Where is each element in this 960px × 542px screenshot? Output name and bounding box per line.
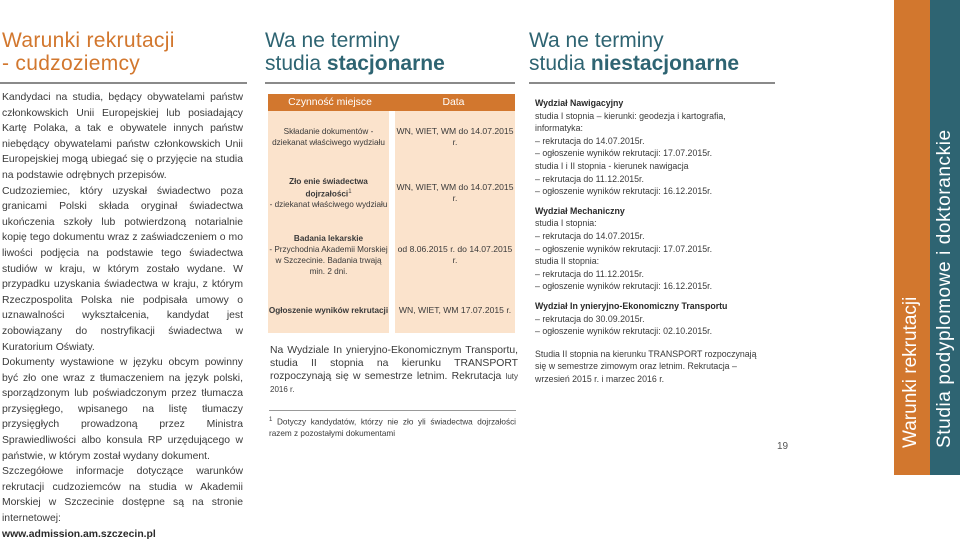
list-item: – ogłoszenie wyników rekrutacji: 17.07.2015r. <box>535 148 713 159</box>
list-item: – rekrutacja do 11.12.2015r. <box>535 173 644 184</box>
table-row <box>268 223 515 287</box>
table-cell-activity: Składanie dokumentów - dziekanat właściwego wydziału <box>268 111 392 163</box>
faculty-heading: Wydział In ynieryjno-Ekonomiczny Transportu <box>535 300 728 311</box>
admission-link[interactable]: www.admission.am.szczecin.pl <box>2 528 156 540</box>
column-title-line1: Warunki rekrutacji <box>2 29 175 52</box>
list-item: – rekrutacja do 11.12.2015r. <box>535 268 644 279</box>
table-header-activity: Czynność miejsce <box>268 94 392 111</box>
deadlines-table <box>268 94 515 333</box>
table-cell-date: od 8.06.2015 r. do 14.07.2015 r. <box>392 223 515 287</box>
foreigners-text <box>0 84 247 542</box>
table-cell-date: WN, WIET, WM do 14.07.2015 r. <box>392 111 515 163</box>
paragraph: Dokumenty wystawione w języku obcym powinny być zło one wraz z tłumaczeniem na język polski, sporządzonym lub poświadczonym przez tłumacza przysięgłego, wpisanego na listę tłumaczy przysięgłych prowadzoną przez Ministra Sprawiedliwości albo konsula RP urzędującego w państwie, w którym został wydany dokument. <box>2 357 243 462</box>
column-parttime <box>529 0 775 385</box>
list-item: – ogłoszenie wyników rekrutacji: 16.12.2015r. <box>535 186 713 197</box>
list-item: – rekrutacja do 14.07.2015r. <box>535 230 645 241</box>
column-header <box>529 0 775 84</box>
table-cell-date: WN, WIET, WM do 14.07.2015 r. <box>392 163 515 223</box>
column-title-line2: studia niestacjonarne <box>529 52 740 75</box>
table-row <box>268 111 515 163</box>
table-cell-activity: Ogłoszenie wyników rekrutacji <box>268 287 392 333</box>
list-item: – rekrutacja do 30.09.2015r. <box>535 313 645 324</box>
list-item: – ogłoszenie wyników rekrutacji: 16.12.2015r. <box>535 281 713 292</box>
table-row <box>268 287 515 333</box>
column-title-line2: studia stacjonarne <box>265 52 445 75</box>
transport-note: Na Wydziale In ynieryjno-Ekonomicznym Transportu, studia II stopnia na kierunku TRANSPORT rozpoczynają się w semestrze letnim. Rekrutacja luty 2016 r. <box>270 345 519 394</box>
side-band-label: Warunki rekrutacji <box>900 296 921 448</box>
page-number: 19 <box>777 441 789 452</box>
paragraph: Szczegółowe informacje dotyczące warunków rekrutacji cudzoziemców na studia w Akademii Morskiej w Szczecinie dostępne są na stronie internetowej: <box>2 466 243 525</box>
table-cell-date: WN, WIET, WM 17.07.2015 r. <box>392 287 515 333</box>
column-fulltime <box>265 0 519 439</box>
footnote: $^1$ Dotyczy kandydatów, którzy nie zło yli świadectwa dojrzałości razem z pozostałymi dokumentami <box>269 410 516 439</box>
list-item: studia II stopnia: <box>535 256 600 267</box>
list-item: studia I i II stopnia - kierunek nawigacja <box>535 160 689 171</box>
column-header <box>0 0 247 84</box>
column-header <box>265 0 515 84</box>
side-band-label: Studia podyplomowe i doktoranckie <box>934 129 955 448</box>
list-item: – rekrutacja do 14.07.2015r. <box>535 135 645 146</box>
faculty-heading: Wydział Mechaniczny <box>535 205 625 216</box>
column-title-line1: Wa ne terminy <box>529 29 664 52</box>
paragraph: Cudzoziemiec, który uzyskał świadectwo poza granicami Polski składa oryginał świadectwa ukończenia szkoły lub potwierdzoną notarialnie kopię tego dokumentu wraz z zaświadczeniem o mo liwości podjęcia na podstawie tego świadectwa studiów w kraju, w którym zostało wydane. W przypadku uzyskania świadectwa w kraju, z którym Rzeczpospolita Polska nie podpisała umowy o uznawalności wykształcenia, kandydat jest zobowiązany do nostryfikacji świadectwa w Kuratorium Oświaty. <box>2 185 243 353</box>
list-item: Studia II stopnia na kierunku TRANSPORT rozpoczynają się w semestrze zimowym oraz letnim. Rekrutacja – wrzesień 2015 r. i marzec 2016 r. <box>535 348 757 384</box>
list-item: studia I stopnia – kierunki: geodezja i kartografia, informatyka: <box>535 110 726 134</box>
column-foreigners <box>0 0 247 542</box>
table-cell-activity: Zło enie świadectwa dojrzałości$^1$ - dziekanat właściwego wydziału <box>268 163 392 223</box>
column-title-line2: - cudzoziemcy <box>2 52 141 75</box>
table-header-date: Data <box>392 94 515 111</box>
table-row <box>268 163 515 223</box>
table-cell-activity: Badania lekarskie - Przychodnia Akademii Morskiej w Szczecinie. Badania trwają min. 2 dni. <box>268 223 392 287</box>
paragraph: Kandydaci na studia, będący obywatelami państw członkowskich Unii Europejskiej lub posiadający Kartę Polaka, a tak e obywatele innych państw niebędący obywatelami państw członkowskich Unii Europejskiej mogą ubiegać się o przyjęcie na studia na podstawie odrębnych przepisów. <box>2 92 243 181</box>
column-title-line1: Wa ne terminy <box>265 29 400 52</box>
parttime-text <box>529 84 775 385</box>
list-item: – ogłoszenie wyników rekrutacji: 17.07.2015r. <box>535 243 713 254</box>
faculty-heading: Wydział Nawigacyjny <box>535 98 624 108</box>
list-item: – ogłoszenie wyników rekrutacji: 02.10.2015r. <box>535 326 713 337</box>
list-item: studia I stopnia: <box>535 218 597 229</box>
